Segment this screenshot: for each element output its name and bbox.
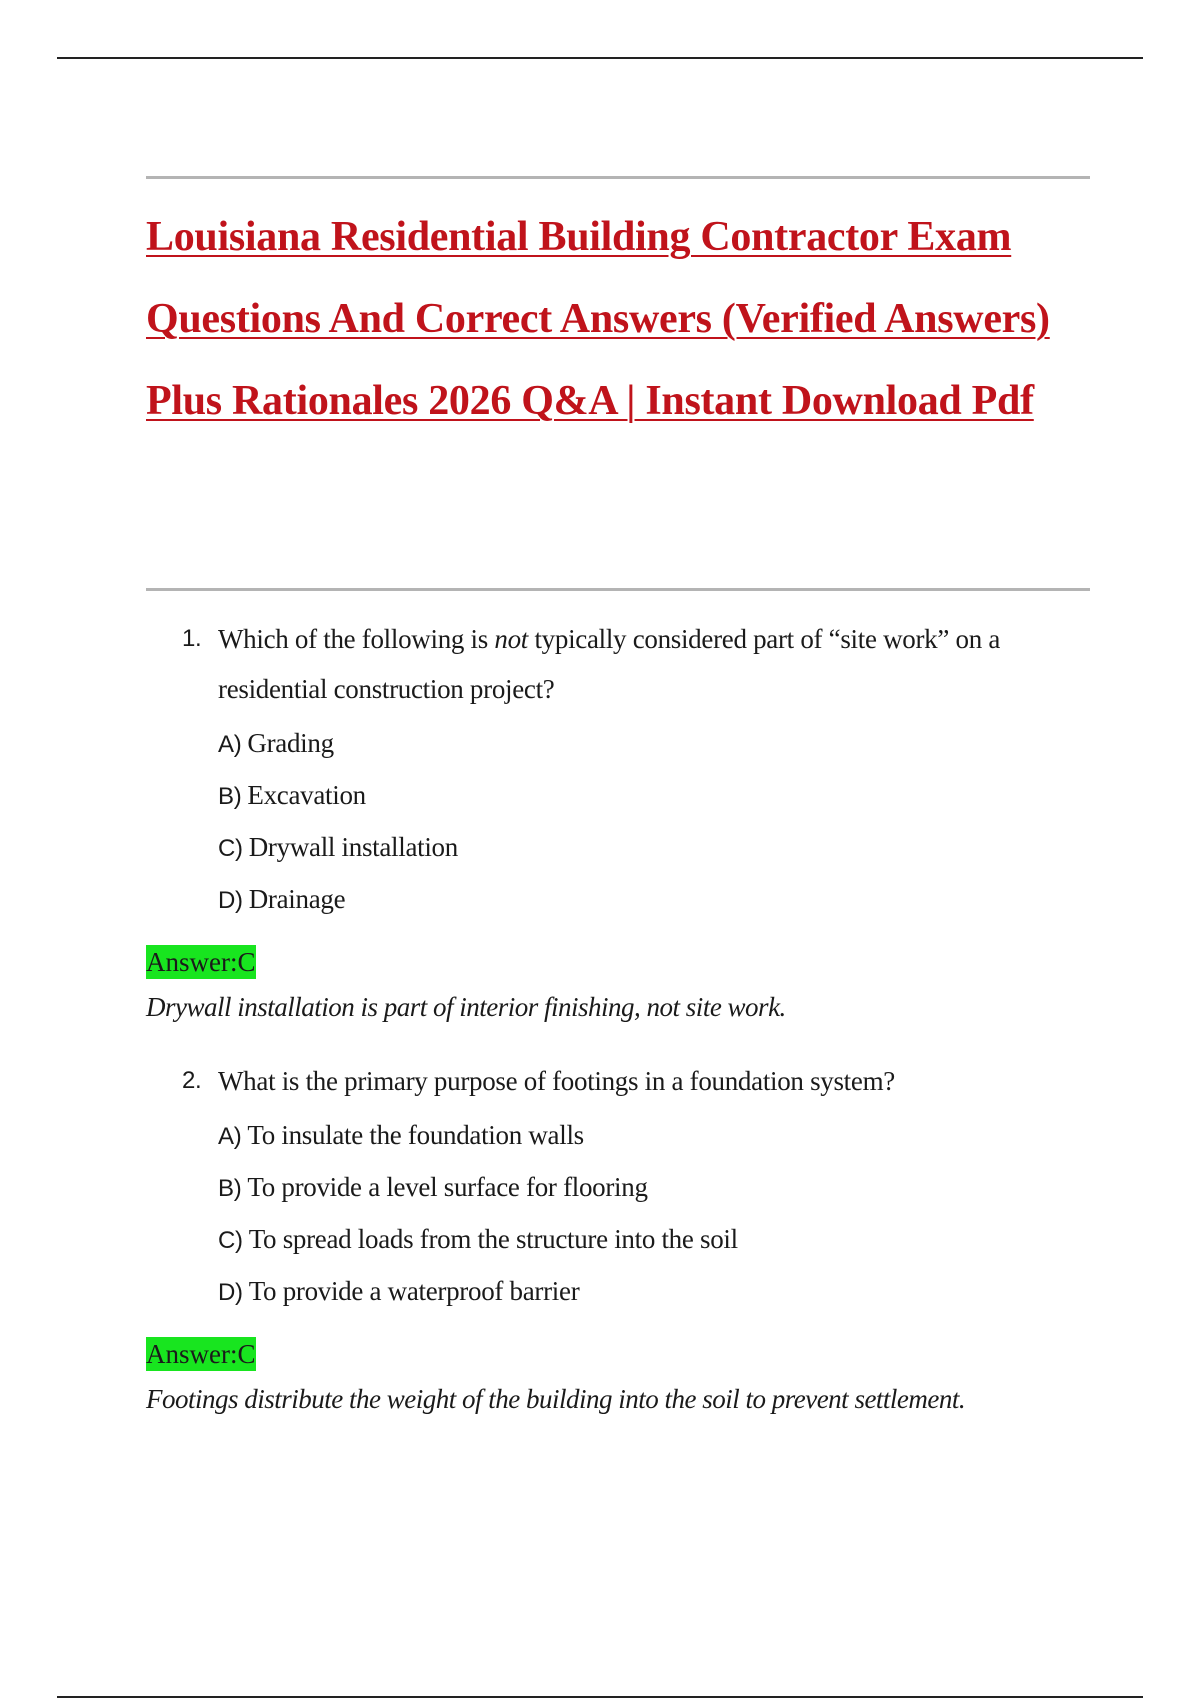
option-c	[218, 822, 1106, 874]
question-2-text	[146, 1056, 1106, 1106]
rationale: Footings distribute the weight of the building into the soil to prevent settlement.	[146, 1384, 966, 1414]
option-text: To provide a waterproof barrier	[248, 1276, 580, 1306]
question-1-number: 1.	[182, 625, 202, 652]
option-letter: A)	[218, 1123, 242, 1150]
answer-value: C	[237, 1339, 256, 1369]
option-text: To spread loads from the structure into the soil	[248, 1224, 738, 1254]
question-2	[146, 1056, 1106, 1422]
option-text: Drywall installation	[248, 832, 458, 862]
answer-label: Answer:	[146, 1339, 238, 1369]
bottom-rule	[57, 1696, 1143, 1698]
option-letter: B)	[218, 783, 242, 810]
title-bottom-divider	[146, 588, 1090, 591]
question-1	[146, 614, 1106, 1030]
question-2-number: 2.	[182, 1067, 202, 1094]
question-1-options	[146, 718, 1106, 926]
option-text: Grading	[247, 728, 334, 758]
option-letter: C)	[218, 1227, 243, 1254]
option-letter: A)	[218, 731, 242, 758]
answer-line	[146, 940, 1106, 984]
option-d	[218, 874, 1106, 926]
option-a	[218, 1110, 1106, 1162]
document-title: Louisiana Residential Building Contractor Exam Questions And Correct Answers (Verified Answers) Plus Rationales 2026 Q&A | Instant Download Pdf	[146, 214, 1050, 424]
option-letter: D)	[218, 887, 243, 914]
option-b	[218, 770, 1106, 822]
rationale: Drywall installation is part of interior finishing, not site work.	[146, 992, 786, 1022]
option-letter: C)	[218, 835, 243, 862]
option-letter: D)	[218, 1279, 243, 1306]
question-1-text-after: typically considered part of “site work” on a residential construction project?	[218, 624, 1001, 704]
option-text: Excavation	[247, 780, 366, 810]
option-text: To insulate the foundation walls	[247, 1120, 584, 1150]
answer-line	[146, 1332, 1106, 1376]
option-a	[218, 718, 1106, 770]
option-text: To provide a level surface for flooring	[247, 1172, 648, 1202]
question-2-options	[146, 1110, 1106, 1318]
top-rule	[57, 57, 1143, 59]
answer-label: Answer:	[146, 947, 238, 977]
option-b	[218, 1162, 1106, 1214]
question-1-text-before: Which of the following is	[218, 624, 495, 654]
option-c	[218, 1214, 1106, 1266]
question-1-emphasis: not	[494, 624, 529, 654]
question-1-text	[146, 614, 1106, 714]
option-letter: B)	[218, 1175, 242, 1202]
question-2-body: What is the primary purpose of footings in a foundation system?	[218, 1066, 895, 1096]
answer-value: C	[237, 947, 256, 977]
option-d	[218, 1266, 1106, 1318]
option-text: Drainage	[248, 884, 346, 914]
title-top-divider	[146, 176, 1090, 179]
